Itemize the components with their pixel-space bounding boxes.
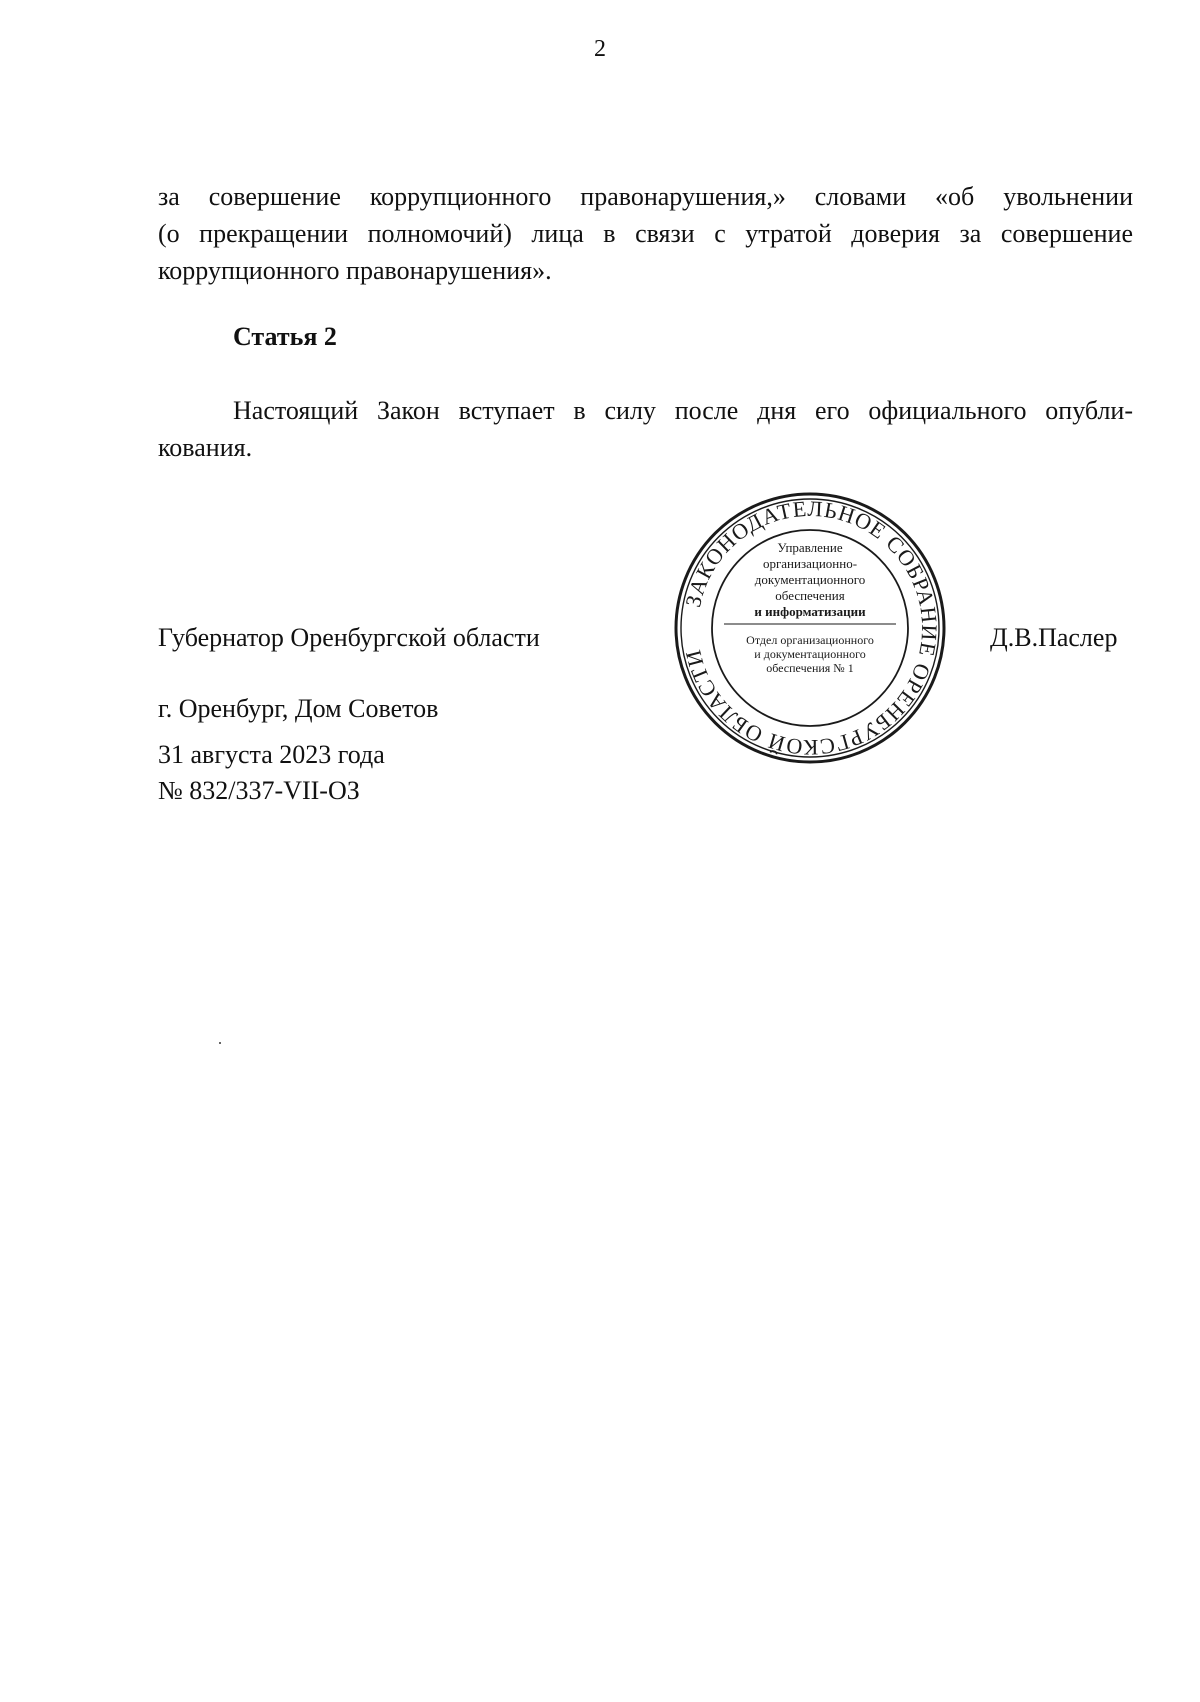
signatory-position: Губернатор Оренбургской области [158, 623, 540, 652]
paragraph-amendment-text [158, 178, 1133, 289]
signing-date: 31 августа 2023 года [158, 740, 385, 769]
page-number: 2 [594, 36, 606, 62]
seal-inner-line: обеспечения № 1 [766, 661, 854, 675]
seal-outer-text: ЗАКОНОДАТЕЛЬНОЕ СОБРАНИЕ ОРЕНБУРГСКОЙ ОБЛАСТИ [680, 495, 943, 761]
paragraph-entry-into-force [158, 392, 1133, 466]
seal-inner-line: Управление [777, 540, 843, 555]
paragraph-line: коррупционного правонарушения». [158, 256, 552, 285]
paragraph-line: (о прекращении полномочий) лица в связи с утратой доверия за совершение [158, 219, 1133, 248]
seal-inner-line: и информатизации [754, 604, 866, 619]
seal-graphic [672, 490, 948, 766]
law-number: № 832/337-VII-ОЗ [158, 776, 360, 805]
scan-speck [219, 1042, 221, 1044]
paragraph-line: за совершение коррупционного правонарушения,» словами «об увольнении [158, 182, 1133, 211]
seal-inner-line: организационно- [762, 556, 858, 571]
seal-outer-ring [676, 494, 944, 762]
signing-place: г. Оренбург, Дом Советов [158, 694, 439, 723]
seal-inner-line: документационного [754, 572, 866, 587]
signatory-name: Д.В.Паслер [990, 623, 1118, 652]
paragraph-line: Настоящий Закон вступает в силу после дня его официального опубли- [233, 396, 1133, 425]
official-seal-stamp [672, 490, 948, 766]
seal-inner-line: и документационного [754, 647, 866, 661]
seal-inner-line: Отдел организационного [746, 633, 874, 647]
article-title: Статья 2 [233, 322, 337, 351]
seal-inner-line: обеспечения [775, 588, 845, 603]
paragraph-line: кования. [158, 433, 253, 462]
